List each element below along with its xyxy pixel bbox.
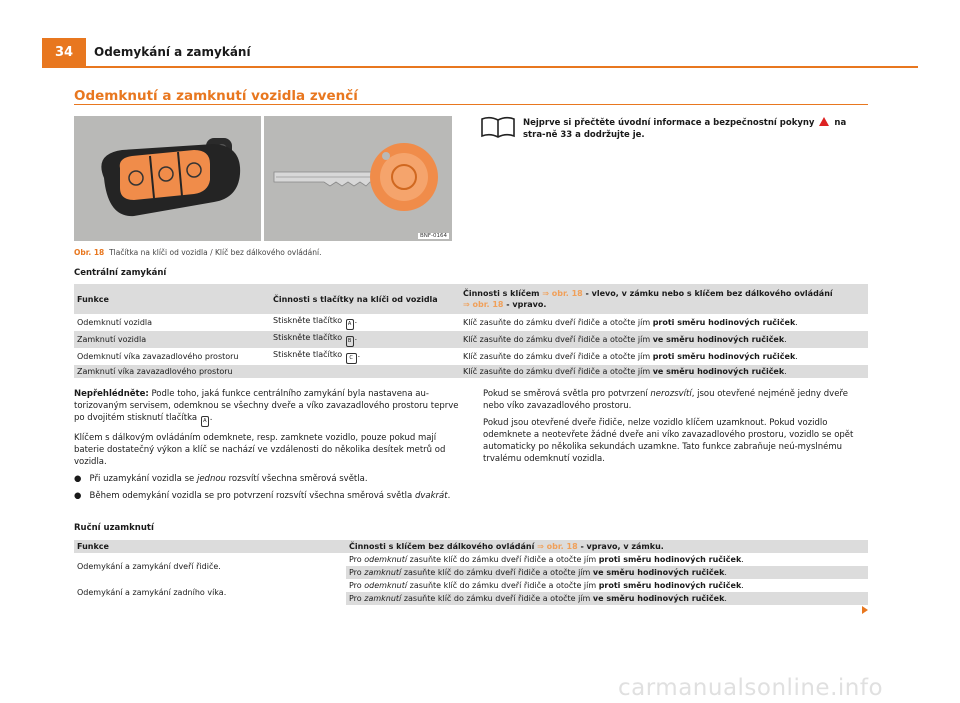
header-key: Činnosti s klíčem ⇒ obr. 18 - vlevo, v zámku nebo s klíčem bez dálkového ovládání ⇒ obr. 18 - vpravo. <box>460 284 868 314</box>
page-number: 34 <box>42 38 86 68</box>
table-row <box>74 348 868 365</box>
bullet-item: ● Během odemykání vozidla se pro potvrzení rozsvítí všechna směrová světla dvakrát. <box>74 491 451 501</box>
watermark: carmanualsonline.info <box>618 675 884 701</box>
bullet-item: ● Při uzamykání vozidla se jednou rozsvítí všechna směrová světla. <box>74 474 368 484</box>
header-rule <box>42 66 918 68</box>
cell-function: Odemknutí víka zavazadlového prostoru <box>77 352 239 361</box>
central-locking-table <box>74 284 868 378</box>
table-row <box>74 579 868 592</box>
paragraph: Nepřehlédněte: Podle toho, jaká funkce centrálního zamykání byla nastavena au-torizovaným servisem, odemknou se všechny dveře a víko zavazadlového prostoru teprve po dvojitém stisknutí tlačítka A . <box>74 388 459 427</box>
section-title: Odemknutí a zamknutí vozidla zvenčí <box>74 88 358 104</box>
left-column-text <box>74 388 459 507</box>
cell-button: Stiskněte tlačítko C . <box>270 348 460 365</box>
figure-keys <box>74 116 452 241</box>
mechanical-key <box>274 143 438 211</box>
header-action: Činnosti s klíčem bez dálkového ovládání ⇒ obr. 18 - vpravo, v zámku. <box>346 540 868 553</box>
cell-action: Pro zamknutí zasuňte klíč do zámku dveří řidiče a otočte jím ve směru hodinových ručiček. <box>346 592 868 605</box>
remote-key <box>101 138 240 216</box>
cell-function: Zamknutí víka zavazadlového prostoru <box>74 365 270 378</box>
right-column-text <box>483 388 868 470</box>
manual-locking-table <box>74 540 868 605</box>
cell-key: Klíč zasuňte do zámku dveří řidiče a otočte jím proti směru hodinových ručiček. <box>463 352 798 361</box>
cell-button <box>270 365 460 378</box>
header-function: Funkce <box>74 540 346 553</box>
table-row <box>74 331 868 348</box>
warning-icon <box>819 117 829 126</box>
cell-button: Stiskněte tlačítko A . <box>270 314 460 331</box>
figure-code: BNF-0164 <box>419 233 447 239</box>
paragraph: Klíčem s dálkovým ovládáním odemknete, resp. zamknete vozidlo, pouze pokud mají baterie dostatečný výkon a klíč se nachází ve vzdálenosti do několika desítek metrů od vozidla. <box>74 433 446 467</box>
header-function: Funkce <box>74 284 270 314</box>
paragraph: Pokud se směrová světla pro potvrzení nerozsvítí, jsou otevřené nejméně jedny dveře nebo víko zavazadlového prostoru. <box>483 389 848 411</box>
table-row <box>74 365 868 378</box>
unlock-button-icon: A <box>346 319 354 330</box>
unlock-button-icon: A <box>201 416 209 427</box>
cell-key: Klíč zasuňte do zámku dveří řidiče a otočte jím ve směru hodinových ručiček. <box>460 331 868 348</box>
manual-locking-title: Ruční uzamknutí <box>74 523 154 533</box>
lock-button-icon: B <box>346 336 354 347</box>
section-rule <box>74 104 868 105</box>
header-buttons: Činnosti s tlačítky na klíči od vozidla <box>270 284 460 314</box>
cell-action: Pro odemknutí zasuňte klíč do zámku dveří řidiče a otočte jím proti směru hodinových ručiček. <box>349 555 744 564</box>
cell-action: Pro zamknutí zasuňte klíč do zámku dveří řidiče a otočte jím ve směru hodinových ručiček. <box>346 566 868 579</box>
table-header-row <box>74 284 868 314</box>
book-icon <box>480 116 516 138</box>
continue-arrow-icon <box>862 606 868 614</box>
paragraph: Pokud jsou otevřené dveře řidiče, nelze vozidlo klíčem uzamknout. Pokud vozidlo odemknete a neotevřete žádné dveře ani víko zavazadlového prostoru, vozidlo se opět automaticky po několika sekundách uzamkne. Tato funkce zabraňuje neú-myslnému trvalému odemknutí vozidla. <box>483 418 854 464</box>
table-header-row <box>74 540 868 553</box>
table-row <box>74 314 868 331</box>
cell-button: Stiskněte tlačítko B . <box>270 331 460 348</box>
figure-caption: Obr. 18 Tlačítka na klíči od vozidla / Klíč bez dálkového ovládání. <box>74 248 322 257</box>
chapter-title: Odemykání a zamykání <box>94 45 251 59</box>
cell-function: Odemykání a zamykání dveří řidiče. <box>74 553 346 579</box>
cell-function: Zamknutí vozidla <box>74 331 270 348</box>
cell-action: Pro odemknutí zasuňte klíč do zámku dveří řidiče a otočte jím proti směru hodinových ručiček. <box>349 581 744 590</box>
central-locking-title: Centrální zamykání <box>74 268 167 278</box>
read-first-note: Nejprve si přečtěte úvodní informace a bezpečnostní pokyny na stra-ně 33 a dodržujte je. <box>523 118 847 140</box>
cell-key: Klíč zasuňte do zámku dveří řidiče a otočte jím ve směru hodinových ručiček. <box>460 365 868 378</box>
cell-function: Odemknutí vozidla <box>77 318 153 327</box>
table-row <box>74 553 868 566</box>
figure-divider <box>261 116 264 241</box>
trunk-button-icon: C <box>346 353 357 364</box>
cell-key: Klíč zasuňte do zámku dveří řidiče a otočte jím proti směru hodinových ručiček. <box>463 318 798 327</box>
cell-function: Odemykání a zamykání zadního víka. <box>74 579 346 605</box>
